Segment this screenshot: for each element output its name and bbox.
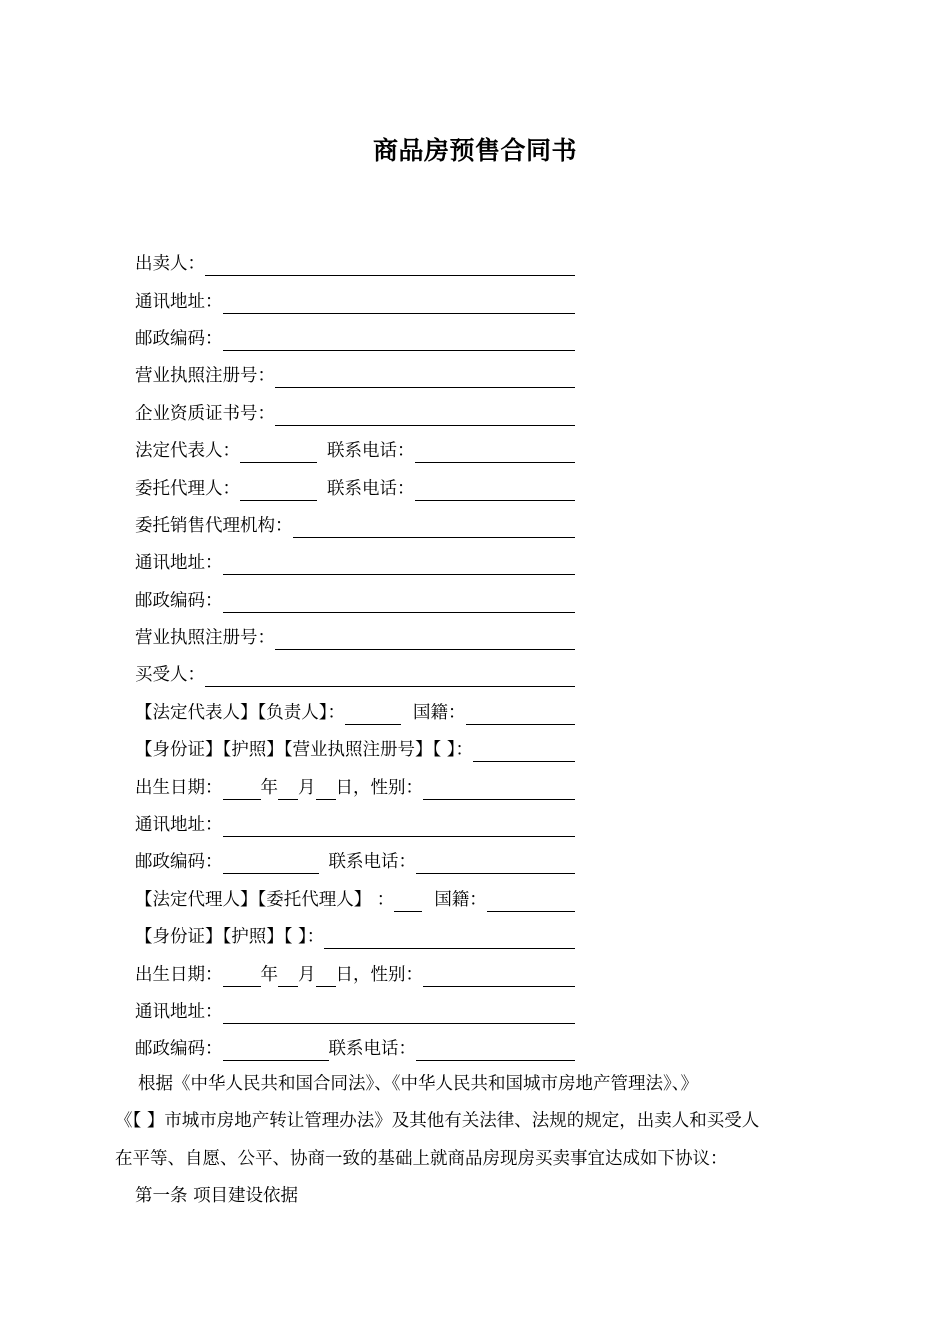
agency-postcode-label: 邮政编码： [135, 590, 223, 611]
party-info-form [135, 244, 575, 1067]
seller-agent-phone-label: 联系电话： [327, 478, 415, 499]
seller-name-row [135, 244, 575, 281]
agency-postcode-blank[interactable] [223, 594, 576, 613]
buyer-name-row [135, 655, 575, 692]
buyer-name-label: 买受人： [135, 665, 205, 686]
seller-legal-rep-blank[interactable] [240, 444, 317, 463]
agency-license-blank[interactable] [275, 631, 575, 650]
seller-qualification-row [135, 394, 575, 431]
document-title: 商品房预售合同书 [372, 136, 577, 165]
seller-agent-label: 委托代理人： [135, 478, 240, 499]
buyer-agent-birth-month-label: 月 [298, 964, 316, 985]
buyer-agent-postcode-label: 邮政编码： [135, 1039, 223, 1060]
buyer-id-label: 【身份证】【护照】【营业执照注册号】【 】： [135, 740, 474, 761]
buyer-agent-phone-blank[interactable] [416, 1042, 575, 1061]
buyer-agent-birth-year-label: 年 [260, 964, 278, 985]
buyer-agent-nationality-blank[interactable] [487, 893, 575, 912]
seller-agent-blank[interactable] [240, 482, 317, 501]
seller-sales-agency-row [135, 506, 575, 543]
buyer-birth-day-blank[interactable] [316, 781, 336, 800]
seller-address-label: 通讯地址： [135, 291, 223, 312]
buyer-agent-gender-blank[interactable] [423, 968, 575, 987]
buyer-agent-nationality-label: 国籍： [434, 889, 487, 910]
seller-agent-row [135, 468, 575, 505]
buyer-agent-birth-year-blank[interactable] [223, 968, 261, 987]
buyer-name-blank[interactable] [205, 668, 575, 687]
buyer-postcode-label: 邮政编码： [135, 852, 223, 873]
buyer-id-row [135, 730, 575, 767]
seller-address-row [135, 281, 575, 318]
buyer-agent-row [135, 880, 575, 917]
buyer-postcode-row [135, 842, 575, 879]
buyer-birth-year-label: 年 [260, 777, 278, 798]
buyer-agent-address-row [135, 992, 575, 1029]
buyer-rep-row [135, 693, 575, 730]
preamble-line-1: 根据《中华人民共和国合同法》、《中华人民共和国城市房地产管理法》、》 [138, 1074, 698, 1094]
buyer-agent-birth-month-blank[interactable] [278, 968, 298, 987]
seller-name-blank[interactable] [205, 257, 575, 276]
buyer-id-blank[interactable] [473, 743, 575, 762]
buyer-agent-label: 【法定代理人】【委托代理人】 ： [135, 889, 395, 910]
seller-postcode-blank[interactable] [223, 332, 576, 351]
buyer-agent-postcode-row [135, 1029, 575, 1066]
buyer-phone-label: 联系电话： [328, 852, 416, 873]
buyer-agent-birth-day-blank[interactable] [316, 968, 336, 987]
buyer-birth-label: 出生日期： [135, 777, 223, 798]
buyer-birth-month-label: 月 [298, 777, 316, 798]
buyer-agent-blank[interactable] [394, 893, 422, 912]
agency-address-label: 通讯地址： [135, 553, 223, 574]
seller-postcode-label: 邮政编码： [135, 328, 223, 349]
seller-postcode-row [135, 319, 575, 356]
buyer-agent-address-label: 通讯地址： [135, 1002, 223, 1022]
agency-license-label: 营业执照注册号： [135, 628, 275, 649]
preamble-paragraph [115, 1066, 835, 1178]
buyer-agent-address-blank[interactable] [223, 1005, 576, 1024]
buyer-birth-day-gender-label: 日，性别： [335, 777, 423, 798]
buyer-agent-birth-day-gender-label: 日，性别： [335, 964, 423, 985]
buyer-birth-row [135, 767, 575, 804]
seller-legal-rep-phone-blank[interactable] [415, 444, 576, 463]
seller-name-label: 出卖人： [135, 254, 205, 275]
seller-agent-phone-blank[interactable] [415, 482, 576, 501]
buyer-birth-year-blank[interactable] [223, 781, 261, 800]
preamble-line-2: 《【 】市城市房地产转让管理办法》及其他有关法律、法规的规定，出卖人和买受人 [115, 1111, 760, 1132]
article-1-heading: 第一条 项目建设依据 [135, 1186, 299, 1206]
buyer-agent-id-label: 【身份证】【护照】【 】： [135, 927, 325, 948]
buyer-rep-blank[interactable] [345, 706, 401, 725]
buyer-agent-id-row [135, 917, 575, 954]
seller-legal-rep-row [135, 431, 575, 468]
seller-legal-rep-phone-label: 联系电话： [327, 441, 415, 462]
buyer-rep-nationality-label: 国籍： [413, 702, 466, 723]
buyer-address-row [135, 805, 575, 842]
agency-license-row [135, 618, 575, 655]
buyer-address-label: 通讯地址： [135, 815, 223, 836]
buyer-phone-blank[interactable] [416, 855, 575, 874]
seller-address-blank[interactable] [223, 295, 576, 314]
buyer-agent-id-blank[interactable] [324, 930, 575, 949]
seller-sales-agency-label: 委托销售代理机构： [135, 515, 293, 536]
buyer-agent-birth-label: 出生日期： [135, 964, 223, 985]
seller-sales-agency-blank[interactable] [293, 519, 576, 538]
buyer-agent-phone-label: 联系电话： [328, 1039, 416, 1060]
seller-license-label: 营业执照注册号： [135, 366, 275, 387]
seller-legal-rep-label: 法定代表人： [135, 441, 240, 462]
buyer-address-blank[interactable] [223, 818, 576, 837]
buyer-agent-birth-row [135, 954, 575, 991]
seller-license-row [135, 356, 575, 393]
agency-address-row [135, 543, 575, 580]
seller-qualification-blank[interactable] [275, 407, 575, 426]
agency-postcode-row [135, 581, 575, 618]
buyer-postcode-blank[interactable] [223, 855, 319, 874]
buyer-agent-postcode-blank[interactable] [223, 1042, 329, 1061]
preamble-line-3: 在平等、自愿、公平、协商一致的基础上就商品房现房买卖事宜达成如下协议： [115, 1148, 728, 1169]
buyer-rep-label: 【法定代表人】【负责人】： [135, 702, 345, 723]
agency-address-blank[interactable] [223, 556, 576, 575]
buyer-gender-blank[interactable] [423, 781, 575, 800]
buyer-birth-month-blank[interactable] [278, 781, 298, 800]
seller-qualification-label: 企业资质证书号： [135, 403, 275, 424]
seller-license-blank[interactable] [275, 369, 575, 388]
buyer-rep-nationality-blank[interactable] [466, 706, 576, 725]
